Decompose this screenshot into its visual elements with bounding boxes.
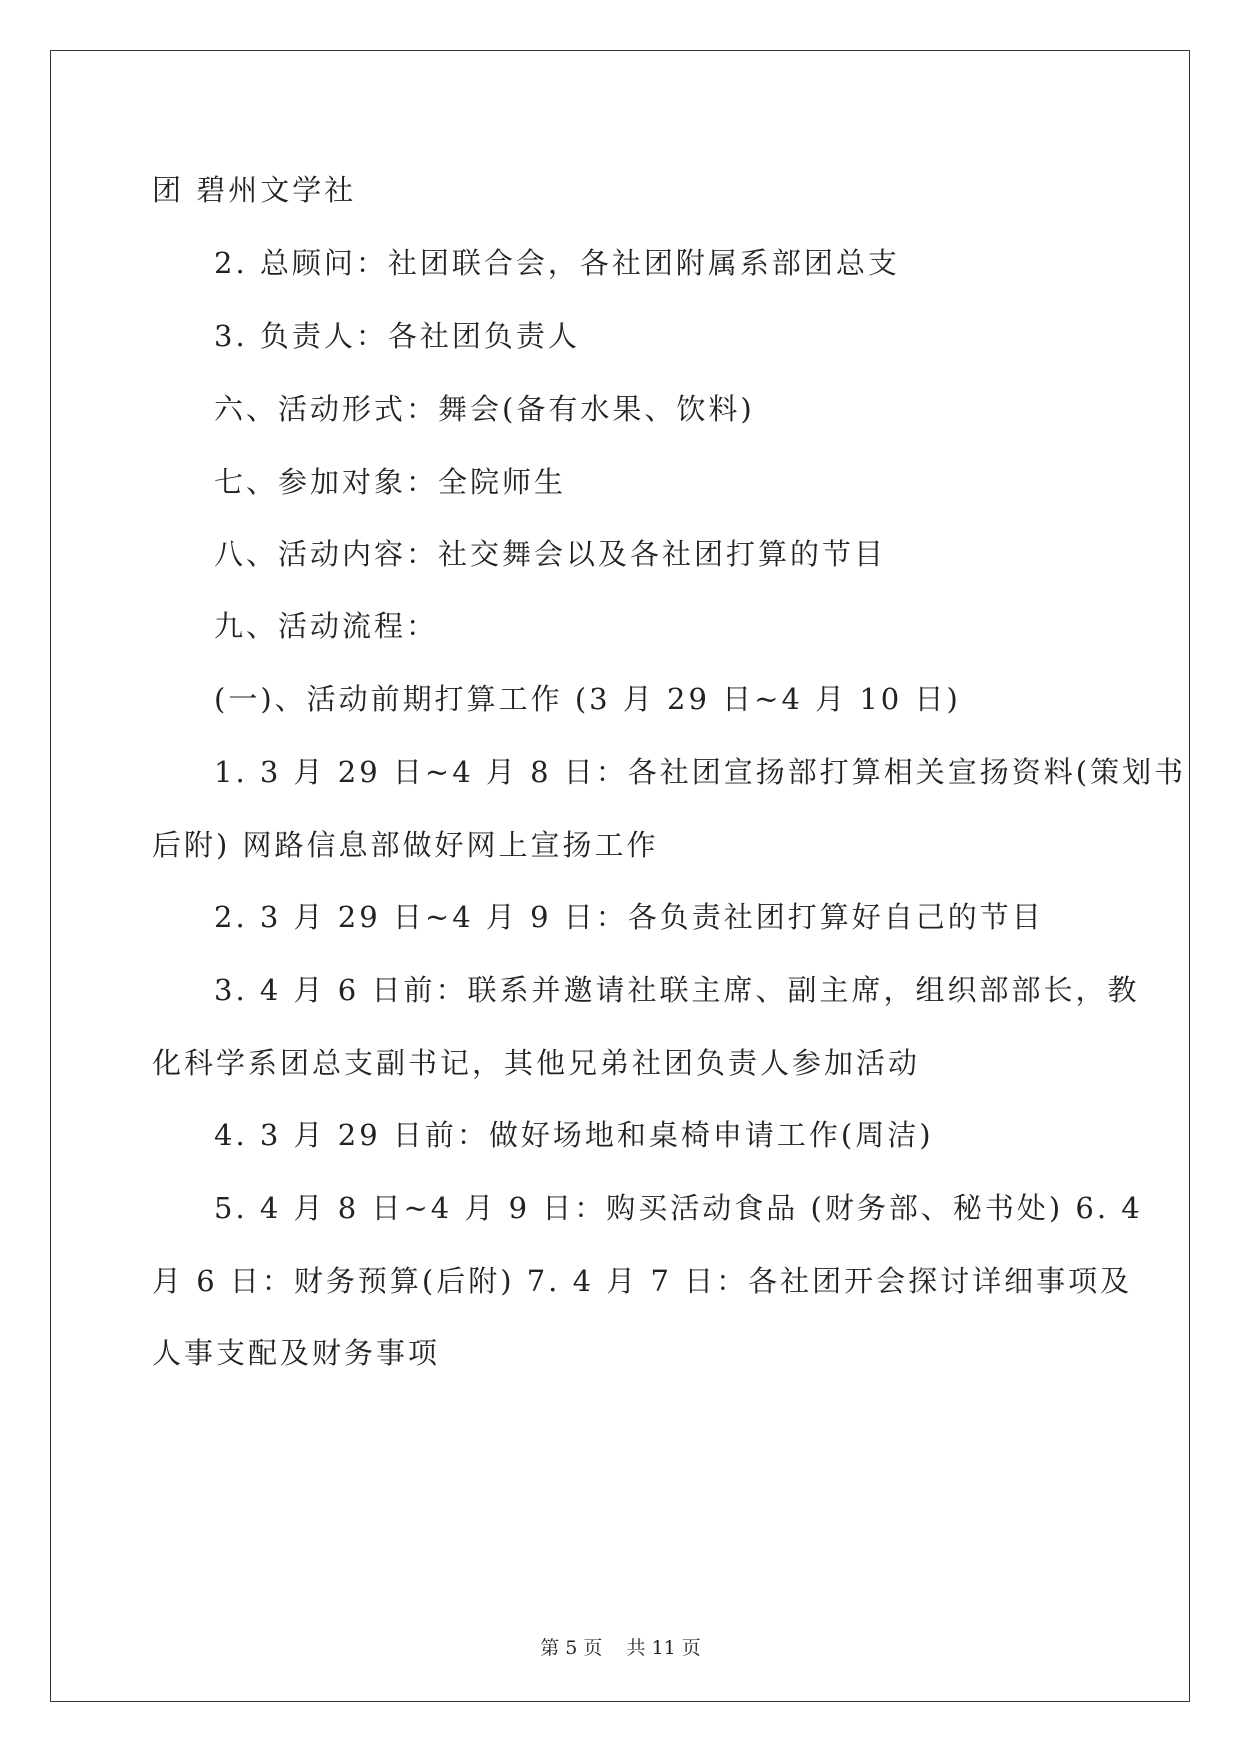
text-line: 3. 4 月 6 日前：联系并邀请社联主席、副主席，组织部部长，教 <box>214 973 1140 1007</box>
text-line: 月 6 日：财务预算(后附) 7. 4 月 7 日：各社团开会探讨详细事项及 <box>152 1264 1133 1298</box>
text-line: 4. 3 月 29 日前：做好场地和桌椅申请工作(周洁) <box>214 1118 934 1152</box>
text-line: 后附) 网路信息部做好网上宣扬工作 <box>152 828 659 862</box>
text-line: 六、活动形式：舞会(备有水果、饮料) <box>214 392 755 426</box>
page-border <box>50 50 1190 1702</box>
text-line: (一)、活动前期打算工作 (3 月 29 日~4 月 10 日) <box>214 682 961 716</box>
text-line: 九、活动流程： <box>214 609 439 643</box>
text-line: 团 碧州文学社 <box>152 173 357 207</box>
page-number-label: 第 5 页 共 11 页 <box>540 1637 701 1659</box>
text-line: 七、参加对象：全院师生 <box>214 465 567 499</box>
text-line: 2. 总顾问：社团联合会，各社团附属系部团总支 <box>214 246 900 280</box>
text-line: 人事支配及财务事项 <box>152 1336 441 1370</box>
page-footer <box>0 1633 1241 1660</box>
text-line: 1. 3 月 29 日~4 月 8 日：各社团宣扬部打算相关宣扬资料(策划书 <box>214 755 1187 789</box>
text-line: 5. 4 月 8 日~4 月 9 日：购买活动食品 (财务部、秘书处) 6. 4 <box>214 1191 1143 1225</box>
text-line: 2. 3 月 29 日~4 月 9 日：各负责社团打算好自己的节目 <box>214 900 1044 934</box>
text-line: 化科学系团总支副书记，其他兄弟社团负责人参加活动 <box>152 1046 921 1080</box>
text-line: 八、活动内容：社交舞会以及各社团打算的节目 <box>214 537 887 571</box>
text-line: 3. 负责人：各社团负责人 <box>214 319 580 353</box>
